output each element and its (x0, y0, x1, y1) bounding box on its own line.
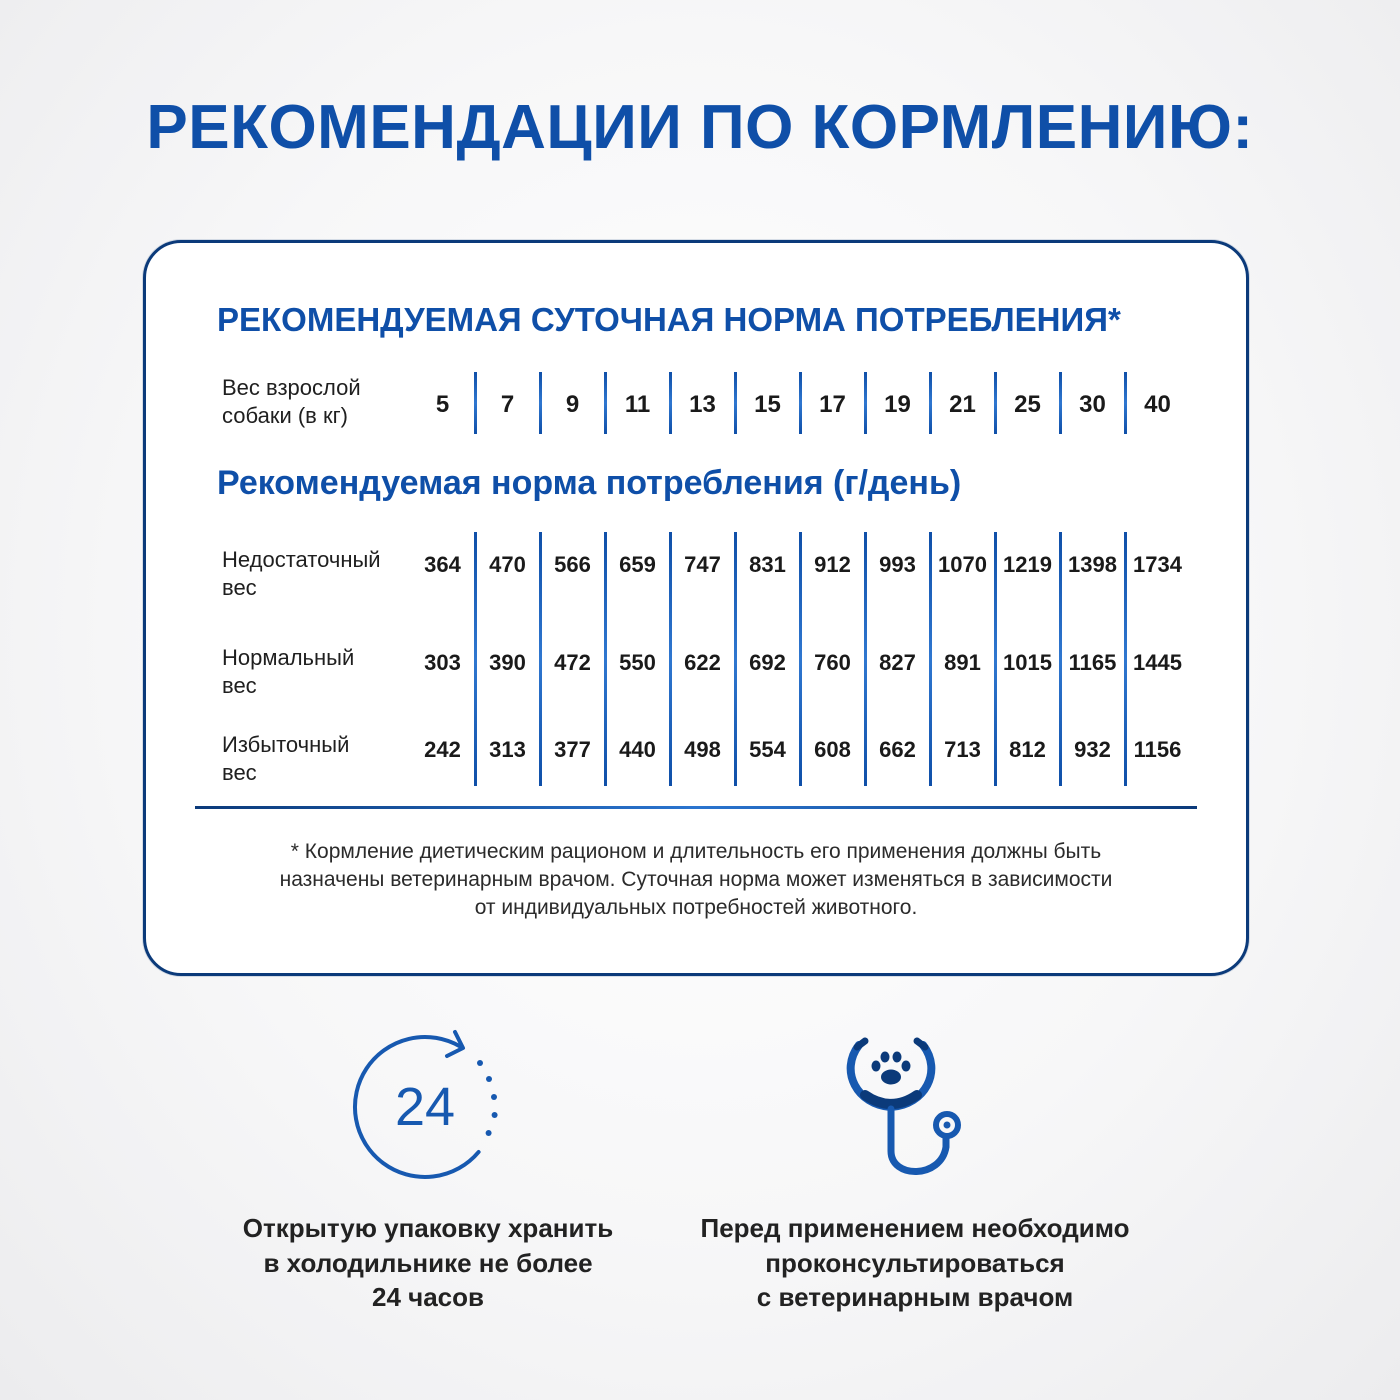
intake-value: 659 (619, 552, 656, 577)
intake-value: 472 (554, 650, 591, 675)
weight-row-label (222, 374, 407, 430)
caption-line: Перед применением необходимо (700, 1213, 1130, 1243)
caption-line: 24 часов (371, 1282, 485, 1312)
intake-value: 1015 (1003, 650, 1052, 675)
row-label (222, 731, 407, 787)
intake-value: 550 (619, 650, 656, 675)
card-subheading: Рекомендуемая норма потребления (г/день) (217, 464, 962, 502)
column-divider (734, 532, 737, 786)
stethoscope-paw-icon (835, 1033, 970, 1181)
column-divider (994, 372, 997, 434)
intake-value: 1445 (1133, 650, 1182, 675)
column-divider (864, 372, 867, 434)
intake-value: 932 (1074, 737, 1111, 762)
intake-value: 993 (879, 552, 916, 577)
intake-value: 242 (424, 737, 461, 762)
footnote-line: назначены ветеринарным врачом. Суточная норма может изменяться в зависимости (279, 868, 1113, 891)
column-divider (474, 532, 477, 786)
intake-value: 692 (749, 650, 786, 675)
intake-value: 470 (489, 552, 526, 577)
weight-value: 17 (819, 391, 846, 418)
weight-value: 11 (624, 391, 651, 418)
intake-value: 498 (684, 737, 721, 762)
intake-value: 313 (489, 737, 526, 762)
intake-value: 812 (1009, 737, 1046, 762)
weight-value: 5 (435, 391, 450, 418)
row-label (222, 644, 407, 700)
column-divider (799, 532, 802, 786)
weight-value: 13 (689, 391, 716, 418)
row-label-line: вес (222, 575, 257, 600)
intake-value: 303 (424, 650, 461, 675)
intake-value: 1165 (1068, 650, 1117, 675)
column-divider (604, 372, 607, 434)
intake-value: 377 (554, 737, 591, 762)
row-label-line: Нормальный (222, 645, 355, 670)
intake-value: 1734 (1133, 552, 1182, 577)
row-label-line: вес (222, 673, 257, 698)
column-divider (1124, 532, 1127, 786)
weight-value: 25 (1014, 391, 1041, 418)
weight-value: 15 (754, 391, 781, 418)
intake-value: 364 (424, 552, 461, 577)
weight-value: 40 (1144, 391, 1171, 418)
column-divider (669, 532, 672, 786)
intake-value: 390 (489, 650, 526, 675)
weight-label-line: собаки (в кг) (222, 403, 348, 428)
intake-value: 554 (749, 737, 786, 762)
intake-value: 1156 (1133, 737, 1182, 762)
intake-value: 1398 (1068, 552, 1117, 577)
storage-caption (198, 1211, 658, 1315)
column-divider (1124, 372, 1127, 434)
footnote (150, 838, 1242, 922)
column-divider (994, 532, 997, 786)
intake-value: 608 (814, 737, 851, 762)
intake-value: 566 (554, 552, 591, 577)
footnote-line: от индивидуальных потребностей животного. (474, 896, 918, 919)
column-divider (1059, 372, 1062, 434)
column-divider (864, 532, 867, 786)
table-bottom-rule (195, 806, 1197, 809)
intake-value: 622 (684, 650, 721, 675)
column-divider (539, 532, 542, 786)
column-divider (929, 372, 932, 434)
intake-value: 713 (944, 737, 981, 762)
column-divider (734, 372, 737, 434)
intake-value: 912 (814, 552, 851, 577)
intake-value: 760 (814, 650, 851, 675)
row-label-line: Избыточный (222, 732, 350, 757)
intake-value: 747 (684, 552, 721, 577)
column-divider (929, 532, 932, 786)
intake-value: 440 (619, 737, 656, 762)
column-divider (539, 372, 542, 434)
vet-caption (665, 1211, 1165, 1315)
weight-label-line: Вес взрослой (222, 375, 361, 400)
card-heading: РЕКОМЕНДУЕМАЯ СУТОЧНАЯ НОРМА ПОТРЕБЛЕНИЯ* (217, 301, 1121, 338)
row-label-line: Недостаточный (222, 547, 381, 572)
weight-value: 7 (500, 391, 515, 418)
weight-value: 19 (884, 391, 911, 418)
row-label-line: вес (222, 760, 257, 785)
page-title: РЕКОМЕНДАЦИИ ПО КОРМЛЕНИЮ: (146, 93, 1254, 162)
column-divider (604, 532, 607, 786)
intake-value: 662 (879, 737, 916, 762)
intake-value: 831 (749, 552, 786, 577)
caption-line: с ветеринарным врачом (756, 1282, 1074, 1312)
weight-value: 21 (949, 391, 976, 418)
column-divider (474, 372, 477, 434)
intake-value: 1070 (938, 552, 987, 577)
column-divider (1059, 532, 1062, 786)
intake-value: 827 (879, 650, 916, 675)
column-divider (669, 372, 672, 434)
caption-line: в холодильнике не более (263, 1247, 593, 1278)
row-label (222, 546, 407, 602)
intake-value: 891 (944, 650, 981, 675)
intake-value: 1219 (1003, 552, 1052, 577)
caption-line: проконсультироваться (765, 1247, 1065, 1278)
column-divider (799, 372, 802, 434)
clock-24-label: 24 (394, 1077, 456, 1137)
weight-value: 9 (565, 391, 580, 418)
footnote-line: * Кормление диетическим рационом и длительность его применения должны быть (290, 840, 1102, 863)
weight-value: 30 (1079, 391, 1106, 418)
caption-line: Открытую упаковку хранить (242, 1213, 614, 1243)
